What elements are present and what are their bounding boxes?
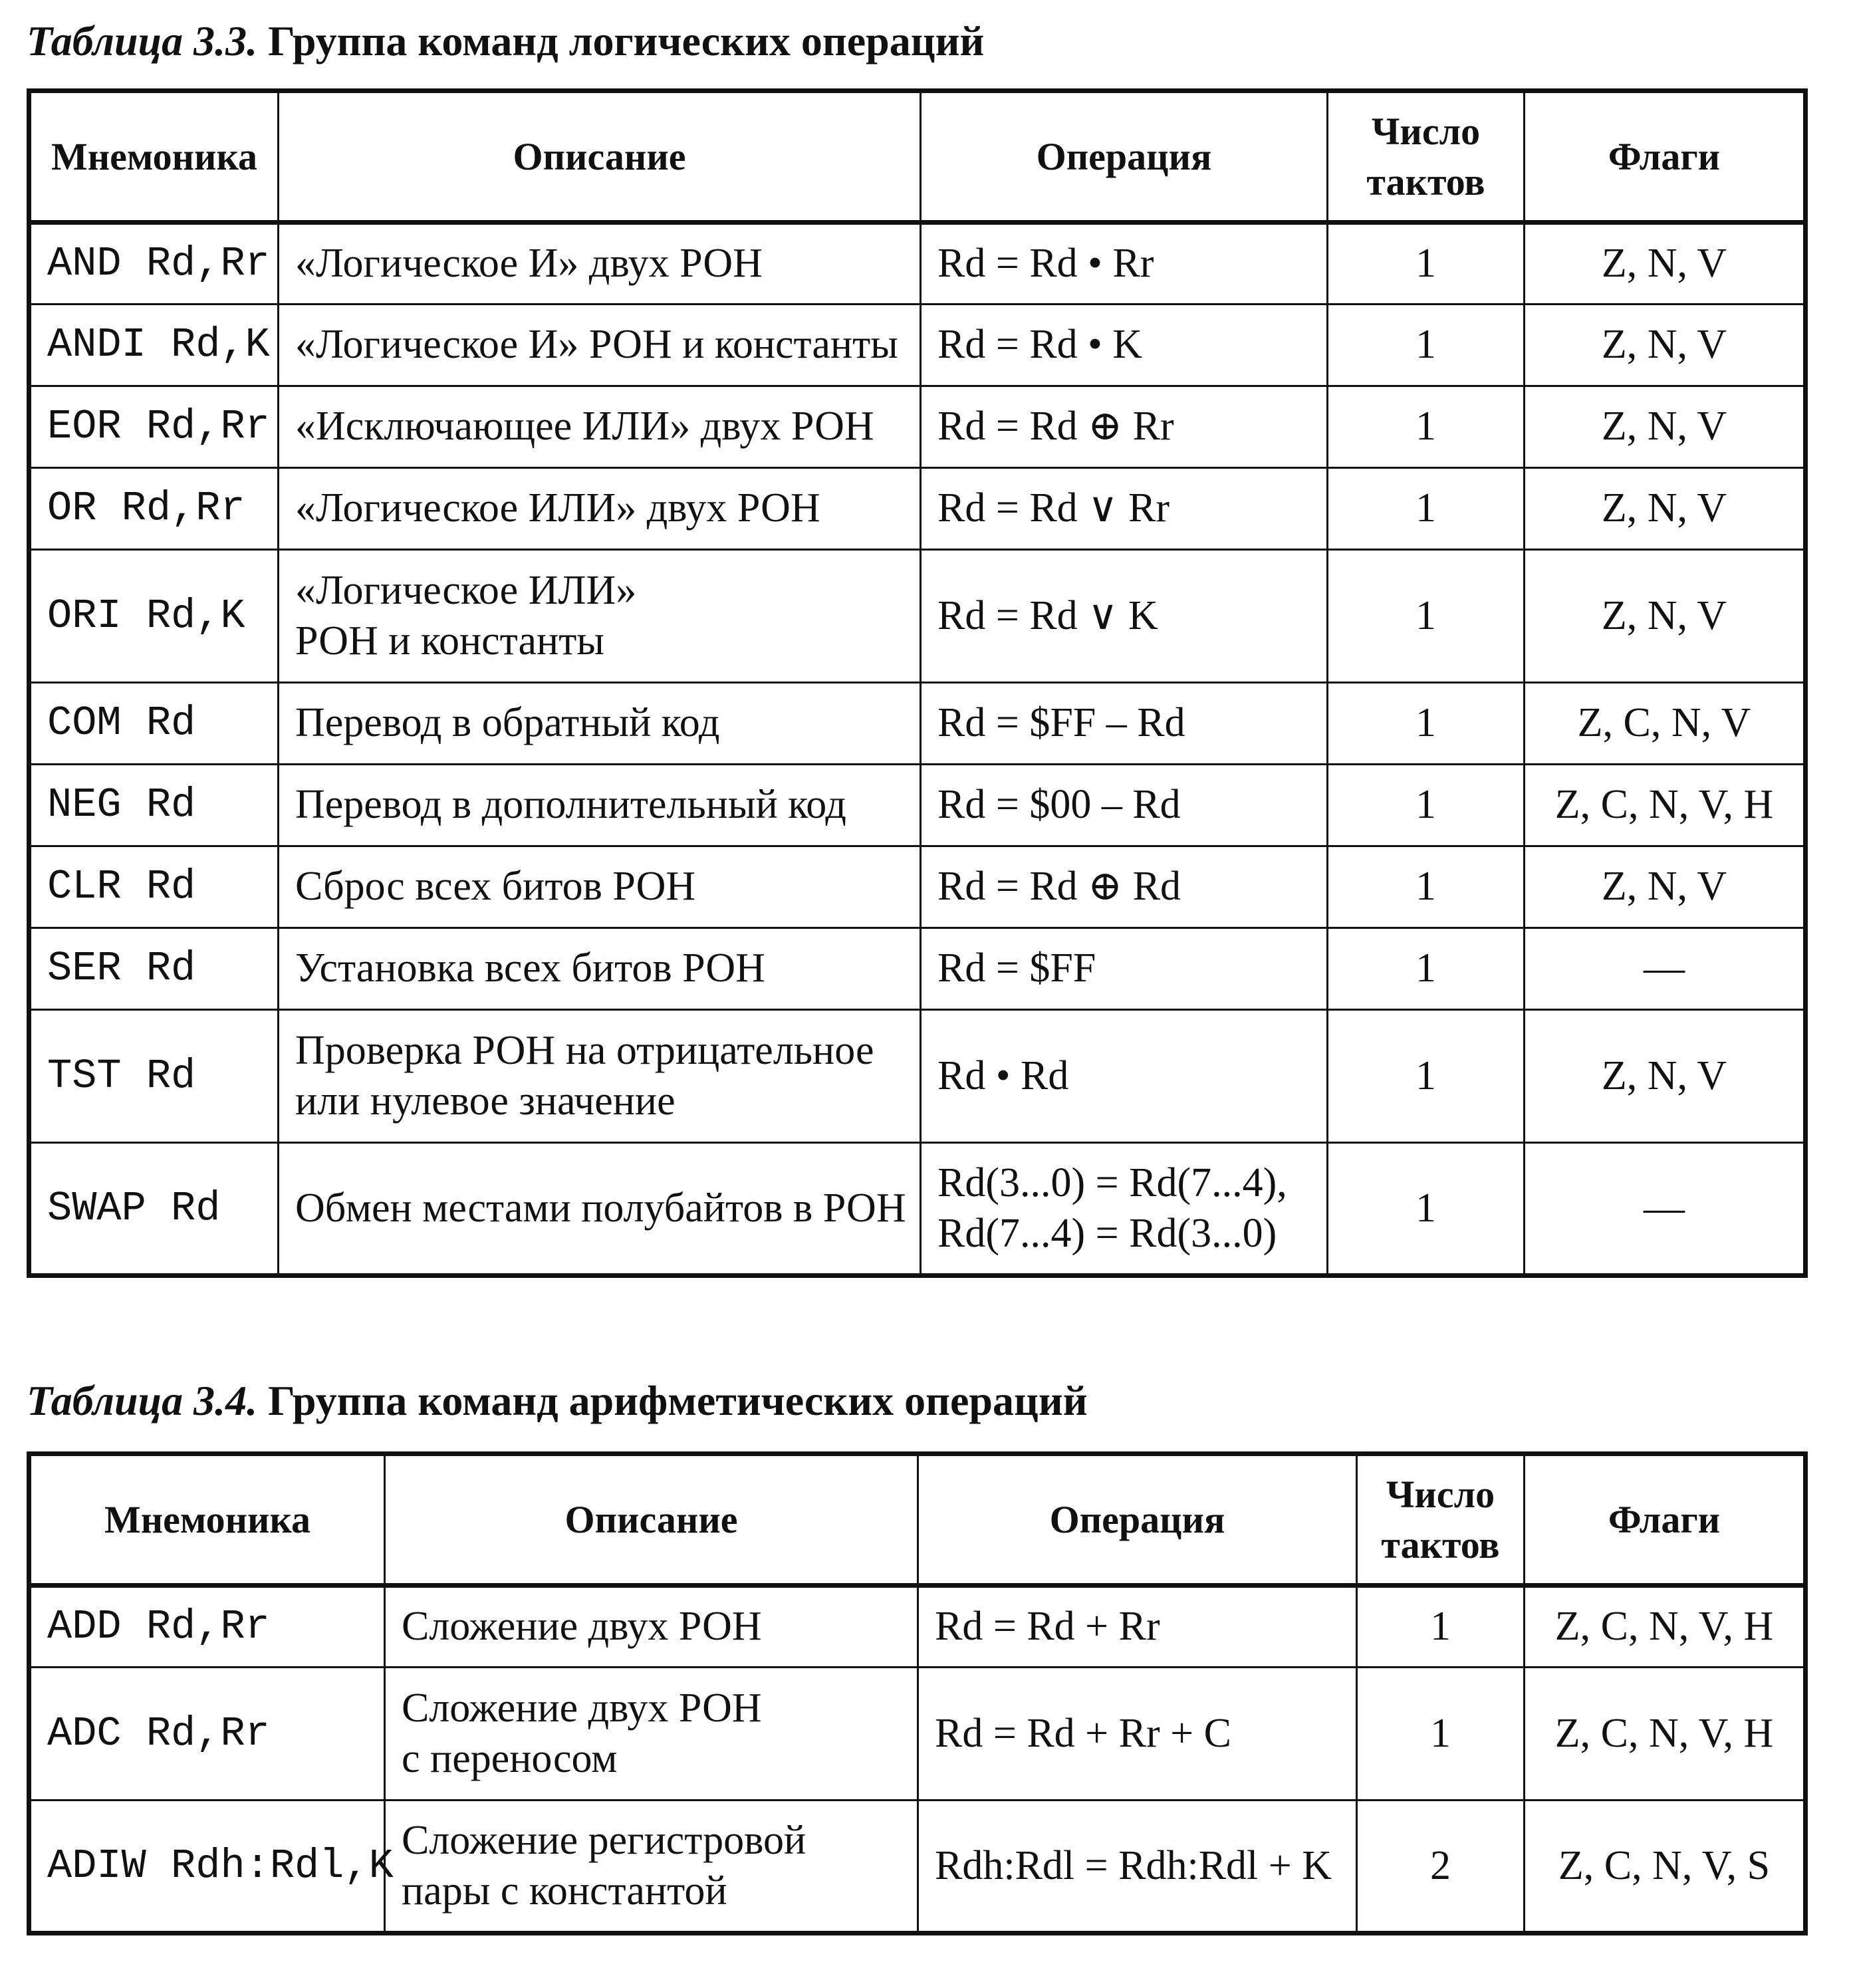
header-flags: Флаги [1525, 1454, 1806, 1586]
header-flags: Флаги [1525, 91, 1806, 223]
description-cell: Перевод в дополнительный код [279, 765, 921, 846]
operation-cell: Rd = Rd ⊕ Rr [921, 386, 1328, 468]
table-row [29, 1143, 1806, 1276]
table-row [29, 846, 1806, 928]
cycles-cell: 1 [1328, 765, 1525, 846]
description-cell: Перевод в обратный код [279, 683, 921, 765]
header-cycles-text: Число тактов [1381, 1473, 1500, 1566]
operation-cell: Rd • Rd [921, 1010, 1328, 1143]
operation-cell: Rd = $00 – Rd [921, 765, 1328, 846]
header-mnemonic: Мнемоника [29, 1454, 385, 1586]
table-caption-number: Таблица 3.4. [27, 1377, 258, 1424]
table-row [29, 386, 1806, 468]
header-cycles [1328, 91, 1525, 223]
description-cell: Сложение двух РОН с переносом [385, 1668, 918, 1801]
mnemonic-cell: COM Rd [29, 683, 279, 765]
table-header-row [29, 1454, 1806, 1586]
flags-cell: — [1525, 928, 1806, 1010]
cycles-cell: 1 [1357, 1668, 1525, 1801]
table-row [29, 223, 1806, 305]
table-caption-number: Таблица 3.3. [27, 17, 258, 64]
description-cell: Установка всех битов РОН [279, 928, 921, 1010]
mnemonic-cell: CLR Rd [29, 846, 279, 928]
cycles-cell: 1 [1328, 386, 1525, 468]
cycles-cell: 2 [1357, 1801, 1525, 1933]
cycles-cell: 1 [1328, 1010, 1525, 1143]
header-operation: Операция [918, 1454, 1357, 1586]
flags-cell: Z, C, N, V, H [1525, 1668, 1806, 1801]
header-cycles-text: Число тактов [1366, 110, 1485, 203]
description-cell: «Логическое ИЛИ» РОН и константы [279, 550, 921, 683]
table-row [29, 550, 1806, 683]
cycles-cell: 1 [1328, 928, 1525, 1010]
header-operation: Операция [921, 91, 1328, 223]
operation-cell: Rd = Rd + Rr + C [918, 1668, 1357, 1801]
mnemonic-cell: ANDI Rd,K [29, 305, 279, 386]
mnemonic-cell: NEG Rd [29, 765, 279, 846]
cycles-cell: 1 [1328, 223, 1525, 305]
flags-cell: Z, N, V [1525, 386, 1806, 468]
flags-cell: Z, N, V [1525, 223, 1806, 305]
operation-cell: Rd = Rd ∨ Rr [921, 468, 1328, 550]
header-mnemonic: Мнемоника [29, 91, 279, 223]
mnemonic-cell: SER Rd [29, 928, 279, 1010]
mnemonic-cell: ADD Rd,Rr [29, 1586, 385, 1668]
description-cell: «Логическое И» РОН и константы [279, 305, 921, 386]
description-cell: Проверка РОН на отрицательное или нулевое значение [279, 1010, 921, 1143]
description-cell: Сложение регистровой пары с константой [385, 1801, 918, 1933]
operation-cell: Rd = $FF [921, 928, 1328, 1010]
flags-cell: Z, N, V [1525, 846, 1806, 928]
operation-cell: Rd = Rd • Rr [921, 223, 1328, 305]
operation-cell: Rdh:Rdl = Rdh:Rdl + K [918, 1801, 1357, 1933]
description-cell: «Логическое И» двух РОН [279, 223, 921, 305]
operation-cell: Rd = Rd + Rr [918, 1586, 1357, 1668]
table-row [29, 1586, 1806, 1668]
flags-cell: Z, N, V [1525, 468, 1806, 550]
logical-operations-table [27, 88, 1808, 1278]
mnemonic-cell: ADC Rd,Rr [29, 1668, 385, 1801]
description-cell: Сложение двух РОН [385, 1586, 918, 1668]
header-cycles [1357, 1454, 1525, 1586]
table-row [29, 468, 1806, 550]
mnemonic-cell: TST Rd [29, 1010, 279, 1143]
cycles-cell: 1 [1357, 1586, 1525, 1668]
description-cell: Сброс всех битов РОН [279, 846, 921, 928]
description-cell: «Исключающее ИЛИ» двух РОН [279, 386, 921, 468]
flags-cell: Z, C, N, V, H [1525, 1586, 1806, 1668]
flags-cell: Z, N, V [1525, 305, 1806, 386]
table-row [29, 1010, 1806, 1143]
cycles-cell: 1 [1328, 305, 1525, 386]
operation-cell: Rd = Rd ∨ K [921, 550, 1328, 683]
mnemonic-cell: EOR Rd,Rr [29, 386, 279, 468]
flags-cell: Z, C, N, V, S [1525, 1801, 1806, 1933]
cycles-cell: 1 [1328, 550, 1525, 683]
flags-cell: Z, C, N, V [1525, 683, 1806, 765]
arithmetic-operations-table [27, 1451, 1808, 1935]
table-row [29, 683, 1806, 765]
operation-cell: Rd(3...0) = Rd(7...4), Rd(7...4) = Rd(3...0) [921, 1143, 1328, 1276]
mnemonic-cell: ADIW Rdh:Rdl,K [29, 1801, 385, 1933]
table-3-3-caption [27, 17, 985, 64]
flags-cell: Z, C, N, V, H [1525, 765, 1806, 846]
table-row [29, 1801, 1806, 1933]
header-description: Описание [385, 1454, 918, 1586]
cycles-cell: 1 [1328, 1143, 1525, 1276]
table-row [29, 1668, 1806, 1801]
mnemonic-cell: ORI Rd,K [29, 550, 279, 683]
mnemonic-cell: SWAP Rd [29, 1143, 279, 1276]
mnemonic-cell: AND Rd,Rr [29, 223, 279, 305]
table-caption-title: Группа команд логических операций [268, 17, 985, 64]
cycles-cell: 1 [1328, 683, 1525, 765]
flags-cell: Z, N, V [1525, 550, 1806, 683]
table-row [29, 305, 1806, 386]
table-header-row [29, 91, 1806, 223]
table-caption-title: Группа команд арифметических операций [268, 1377, 1088, 1424]
flags-cell: — [1525, 1143, 1806, 1276]
table-3-4-caption [27, 1377, 1088, 1424]
operation-cell: Rd = $FF – Rd [921, 683, 1328, 765]
description-cell: Обмен местами полубайтов в РОН [279, 1143, 921, 1276]
mnemonic-cell: OR Rd,Rr [29, 468, 279, 550]
cycles-cell: 1 [1328, 468, 1525, 550]
header-description: Описание [279, 91, 921, 223]
table-row [29, 765, 1806, 846]
description-cell: «Логическое ИЛИ» двух РОН [279, 468, 921, 550]
operation-cell: Rd = Rd ⊕ Rd [921, 846, 1328, 928]
table-row [29, 928, 1806, 1010]
cycles-cell: 1 [1328, 846, 1525, 928]
operation-cell: Rd = Rd • K [921, 305, 1328, 386]
flags-cell: Z, N, V [1525, 1010, 1806, 1143]
